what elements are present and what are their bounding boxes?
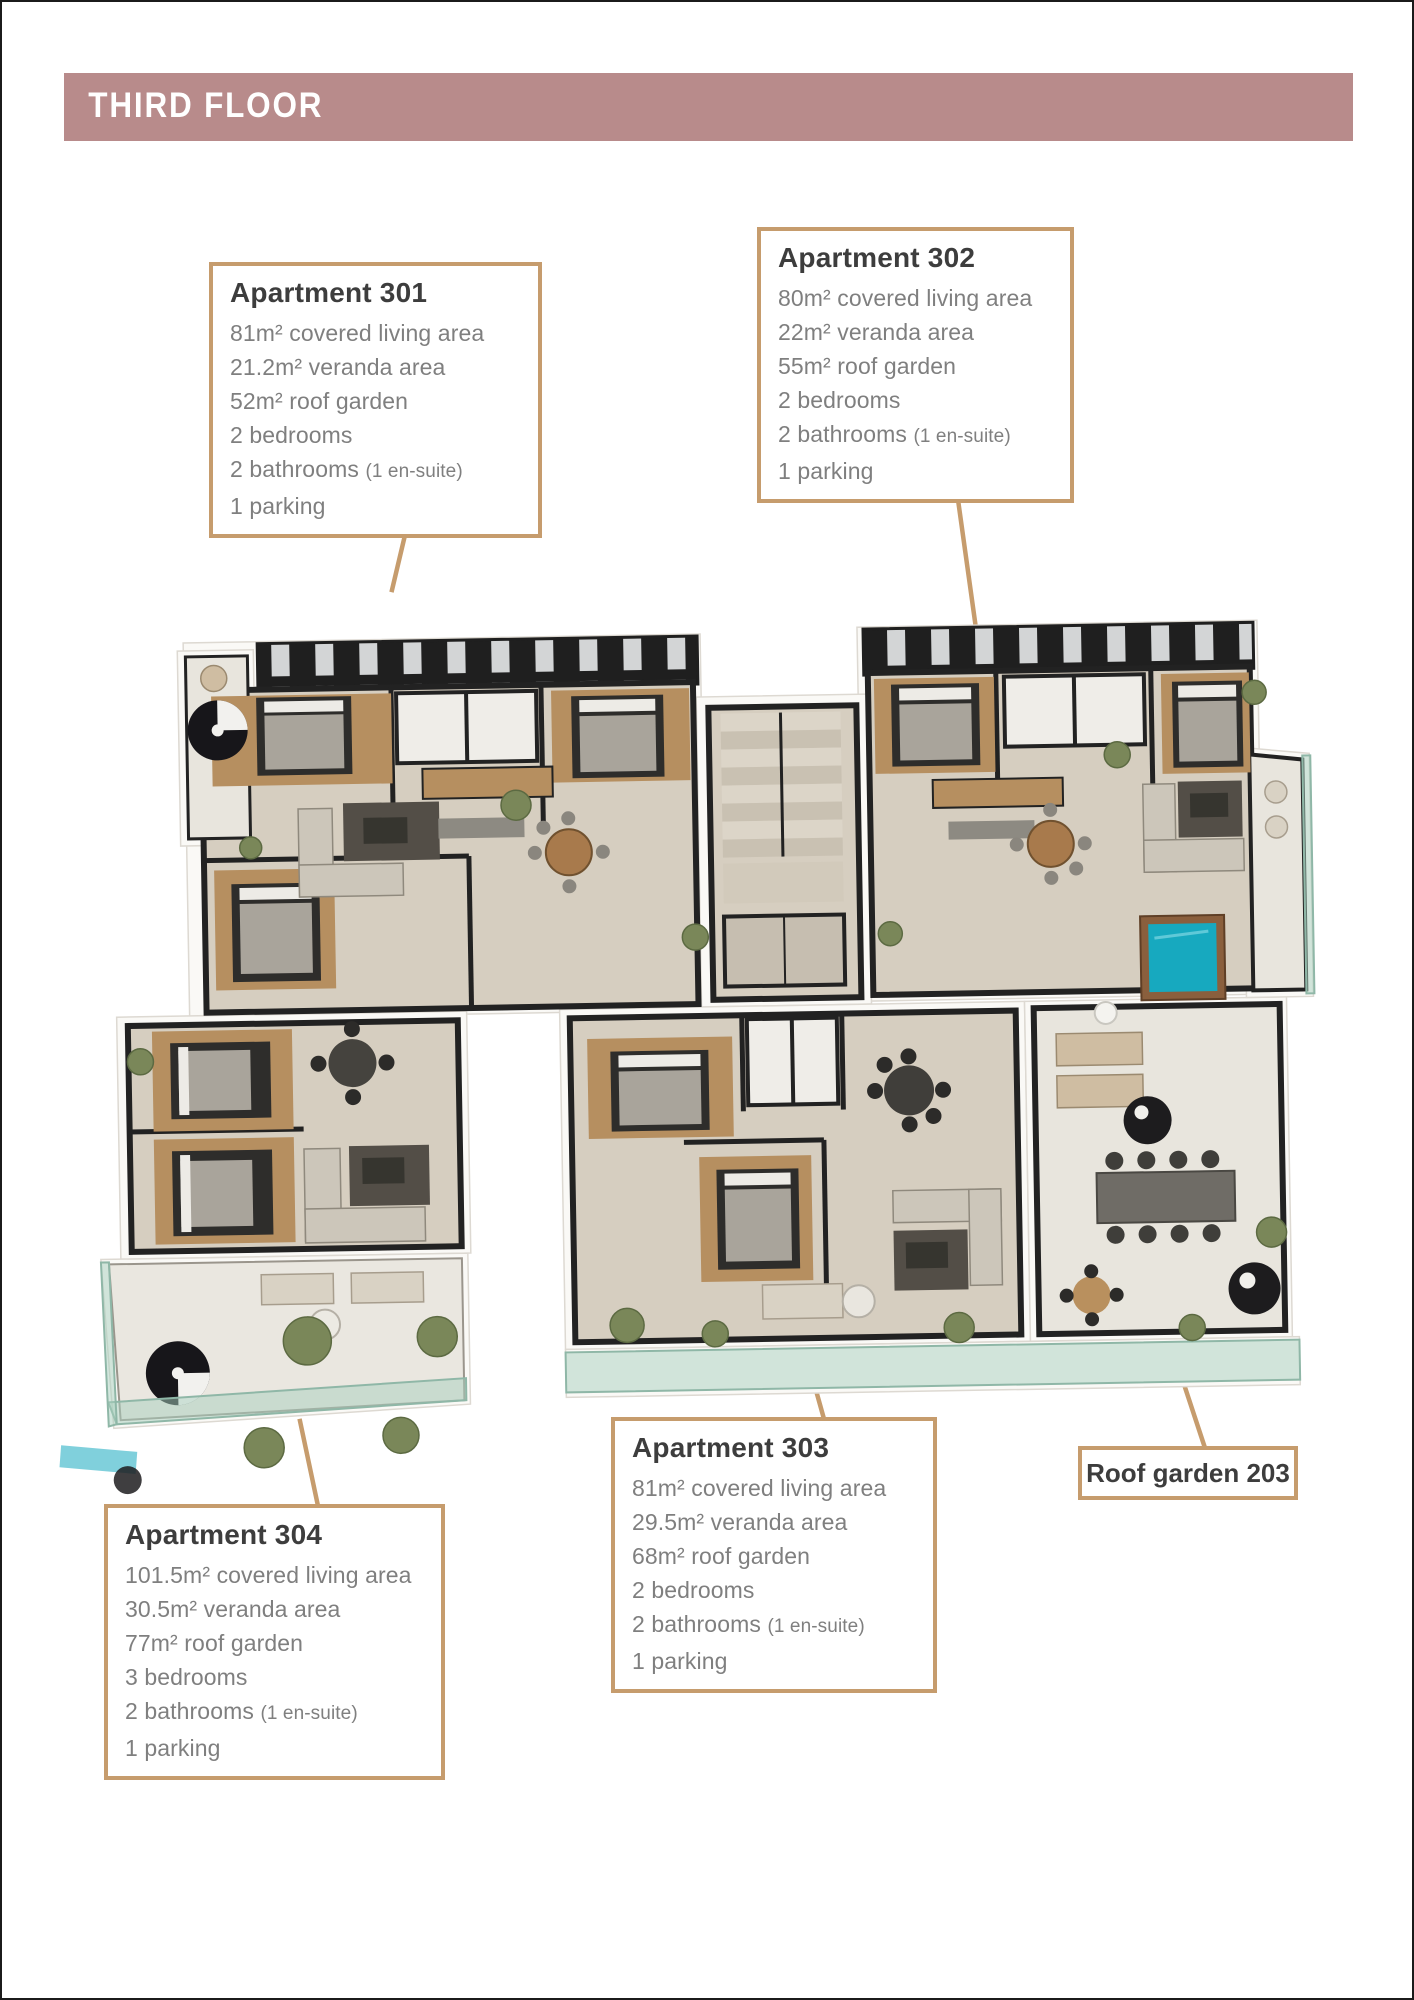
roof-garden-line: 68m² roof garden — [632, 1543, 811, 1569]
covered-area-line: 81m² covered living area — [230, 320, 485, 346]
callout-apartment-303 — [611, 1417, 937, 1693]
bathrooms-note: (1 en-suite) — [767, 1616, 865, 1637]
parking-line: 1 parking — [230, 493, 326, 519]
lower-floor-glimpse — [59, 1444, 142, 1495]
bathrooms-line — [778, 417, 1056, 454]
callout-apartment-304 — [104, 1504, 445, 1780]
callout-title: Apartment 303 — [632, 1432, 830, 1463]
bathrooms-line — [125, 1694, 427, 1731]
parking-line: 1 parking — [125, 1735, 221, 1761]
bedrooms-line: 2 bedrooms — [778, 387, 901, 413]
bathrooms-note: (1 en-suite) — [365, 461, 463, 482]
outdoor-dining-table — [1097, 1171, 1236, 1223]
bedrooms-line: 2 bedrooms — [632, 1577, 755, 1603]
parking-line: 1 parking — [632, 1648, 728, 1674]
bathrooms-note: (1 en-suite) — [260, 1703, 358, 1724]
parasol — [1095, 1002, 1117, 1024]
callout-roof-garden-203 — [1078, 1446, 1298, 1500]
bathrooms-line — [230, 452, 524, 489]
bathrooms-text: 2 bathrooms — [230, 456, 359, 482]
veranda-area-line: 22m² veranda area — [778, 319, 975, 345]
callout-title: Apartment 301 — [230, 277, 428, 308]
veranda-area-line: 29.5m² veranda area — [632, 1509, 848, 1535]
veranda-area-line: 30.5m² veranda area — [125, 1596, 341, 1622]
parking-line: 1 parking — [778, 458, 874, 484]
roof-garden-line: 52m² roof garden — [230, 388, 409, 414]
pool — [1140, 915, 1225, 1000]
bedrooms-line: 2 bedrooms — [230, 422, 353, 448]
covered-area-line: 81m² covered living area — [632, 1475, 887, 1501]
covered-area-line: 101.5m² covered living area — [125, 1562, 412, 1588]
bathrooms-text: 2 bathrooms — [632, 1611, 761, 1637]
central-staircase — [720, 712, 845, 987]
roof-garden-line: 55m² roof garden — [778, 353, 957, 379]
bathrooms-note: (1 en-suite) — [913, 426, 1011, 447]
floor-plan — [45, 619, 1323, 1495]
callout-title: Apartment 302 — [778, 242, 976, 273]
bathrooms-text: 2 bathrooms — [125, 1698, 254, 1724]
veranda-area-line: 21.2m² veranda area — [230, 354, 446, 380]
callout-title: Apartment 304 — [125, 1519, 323, 1550]
roof-garden-line: 77m² roof garden — [125, 1630, 304, 1656]
callout-apartment-302 — [757, 227, 1074, 503]
leader-line-304 — [300, 1421, 318, 1506]
callout-apartment-301 — [209, 262, 542, 538]
callout-title: Roof garden 203 — [1086, 1457, 1290, 1488]
page-title: THIRD FLOOR — [88, 86, 324, 125]
covered-area-line: 80m² covered living area — [778, 285, 1033, 311]
bathrooms-line — [632, 1607, 919, 1644]
bedrooms-line: 3 bedrooms — [125, 1664, 248, 1690]
bathrooms-text: 2 bathrooms — [778, 421, 907, 447]
